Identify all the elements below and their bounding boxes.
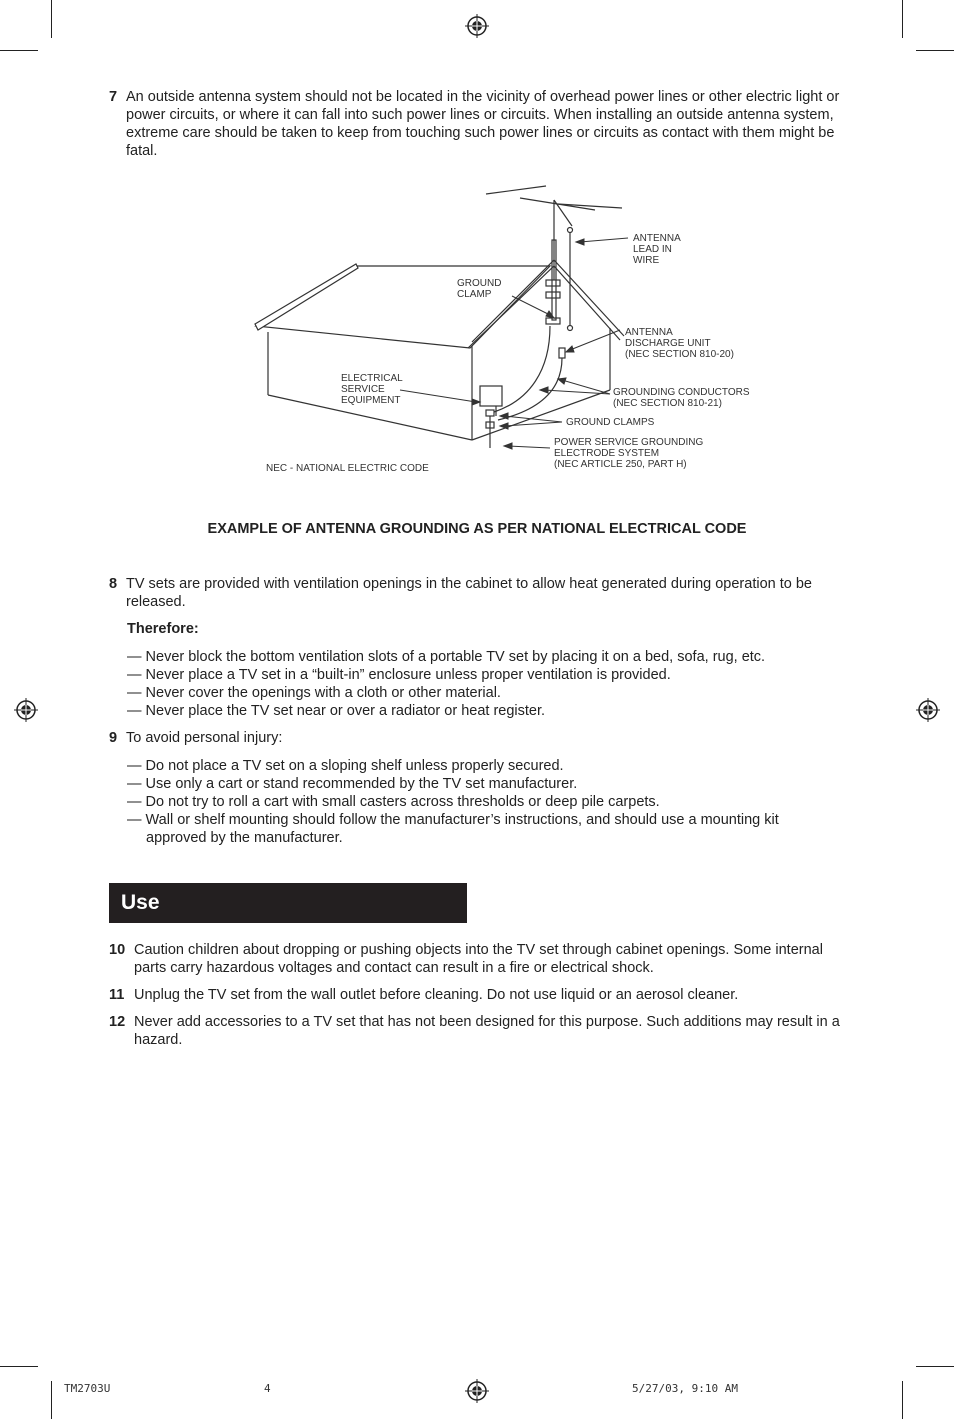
label-line: EQUIPMENT (341, 395, 401, 406)
footer-code: TM2703U (64, 1382, 111, 1395)
item-11 (109, 986, 844, 1004)
item-text: To avoid personal injury: (126, 730, 283, 746)
crop-mark (0, 1366, 38, 1367)
item-text: Never add accessories to a TV set that has not been designed for this purpose. Such additions may result in a hazard. (134, 1014, 840, 1048)
label-line: GROUNDING CONDUCTORS (613, 387, 750, 398)
footer-date: 5/27/03, 9:10 AM (632, 1382, 738, 1395)
label-line: SERVICE (341, 384, 385, 395)
therefore-label: Therefore: (127, 621, 199, 637)
crop-mark (0, 50, 38, 51)
item-number: 12 (109, 1014, 126, 1030)
crop-mark (51, 1381, 52, 1419)
label-ground-clamp (457, 278, 501, 300)
label-ground-clamps (566, 417, 654, 428)
item-text: Unplug the TV set from the wall outlet before cleaning. Do not use liquid or an aerosol cleaner. (134, 987, 739, 1003)
bullet: — Never block the bottom ventilation slots of a portable TV set by placing it on a bed, sofa, rug, etc. (127, 649, 766, 665)
crop-mark (51, 0, 52, 38)
label-power-service (554, 437, 703, 470)
crop-mark (916, 50, 954, 51)
label-discharge-unit (625, 327, 734, 360)
label-line: WIRE (633, 255, 660, 266)
bullet-continuation: approved by the manufacturer. (146, 830, 343, 846)
item-12 (109, 1013, 844, 1049)
item-7 (109, 88, 844, 160)
label-line: NEC - NATIONAL ELECTRIC CODE (266, 463, 429, 474)
item-8 (109, 575, 844, 611)
label-antenna-lead (633, 233, 681, 266)
label-nec (266, 463, 429, 474)
registration-mark-icon (465, 1379, 489, 1403)
label-line: POWER SERVICE GROUNDING (554, 437, 704, 448)
label-line: ANTENNA (633, 233, 681, 244)
item-10 (109, 941, 844, 977)
bullet: — Never place a TV set in a “built-in” enclosure unless proper ventilation is provided. (127, 667, 671, 683)
item-number: 9 (109, 730, 118, 746)
item-number: 10 (109, 942, 126, 958)
bullet: — Do not place a TV set on a sloping shelf unless properly secured. (127, 758, 564, 774)
footer-page: 4 (264, 1382, 271, 1395)
registration-mark-icon (14, 698, 38, 722)
item-number: 11 (109, 987, 125, 1003)
label-line: GROUND CLAMPS (566, 417, 655, 428)
bullet: — Never place the TV set near or over a radiator or heat register. (127, 703, 546, 719)
label-line: ANTENNA (625, 327, 673, 338)
registration-mark-icon (465, 14, 489, 38)
label-line: (NEC SECTION 810-21) (613, 398, 722, 409)
crop-mark (916, 1366, 954, 1367)
label-line: CLAMP (457, 289, 492, 300)
item-text: An outside antenna system should not be located in the vicinity of overhead power lines or other electric light or power circuits, or where it can fall into such power lines or circuits. When installing an outside antenna system, extreme care should be taken to keep from touching such power lines or circuits as contact with them might be fatal. (126, 89, 840, 159)
item-text: TV sets are provided with ventilation openings in the cabinet to allow heat generated during operation to be released. (126, 576, 812, 610)
label-line: DISCHARGE UNIT (625, 338, 711, 349)
label-line: ELECTRICAL (341, 373, 403, 384)
label-grounding-conductors (613, 387, 749, 409)
label-line: (NEC SECTION 810-20) (625, 349, 734, 360)
label-line: ELECTRODE SYSTEM (554, 448, 660, 459)
label-line: LEAD IN (633, 244, 672, 255)
item-text: Caution children about dropping or pushing objects into the TV set through cabinet openings. Some internal parts carry hazardous voltages and contact can result in a fire or electrical shock. (134, 942, 823, 976)
item-number: 8 (109, 576, 118, 592)
label-line: GROUND (457, 278, 502, 289)
registration-mark-icon (916, 698, 940, 722)
crop-mark (902, 0, 903, 38)
bullet: — Use only a cart or stand recommended by the TV set manufacturer. (127, 776, 578, 792)
crop-mark (902, 1381, 903, 1419)
section-title: Use (121, 891, 160, 914)
bullet: — Do not try to roll a cart with small casters across thresholds or deep pile carpets. (127, 794, 660, 810)
label-line: (NEC ARTICLE 250, PART H) (554, 459, 687, 470)
item-number: 7 (109, 89, 118, 105)
bullet: — Never cover the openings with a cloth or other material. (127, 685, 501, 701)
item-9 (109, 729, 844, 747)
section-header (109, 883, 467, 923)
label-electrical-service (341, 373, 403, 406)
diagram-caption: EXAMPLE OF ANTENNA GROUNDING AS PER NATIONAL ELECTRICAL CODE (207, 521, 747, 537)
bullet: — Wall or shelf mounting should follow the manufacturer’s instructions, and should use a mounting kit (127, 812, 779, 828)
